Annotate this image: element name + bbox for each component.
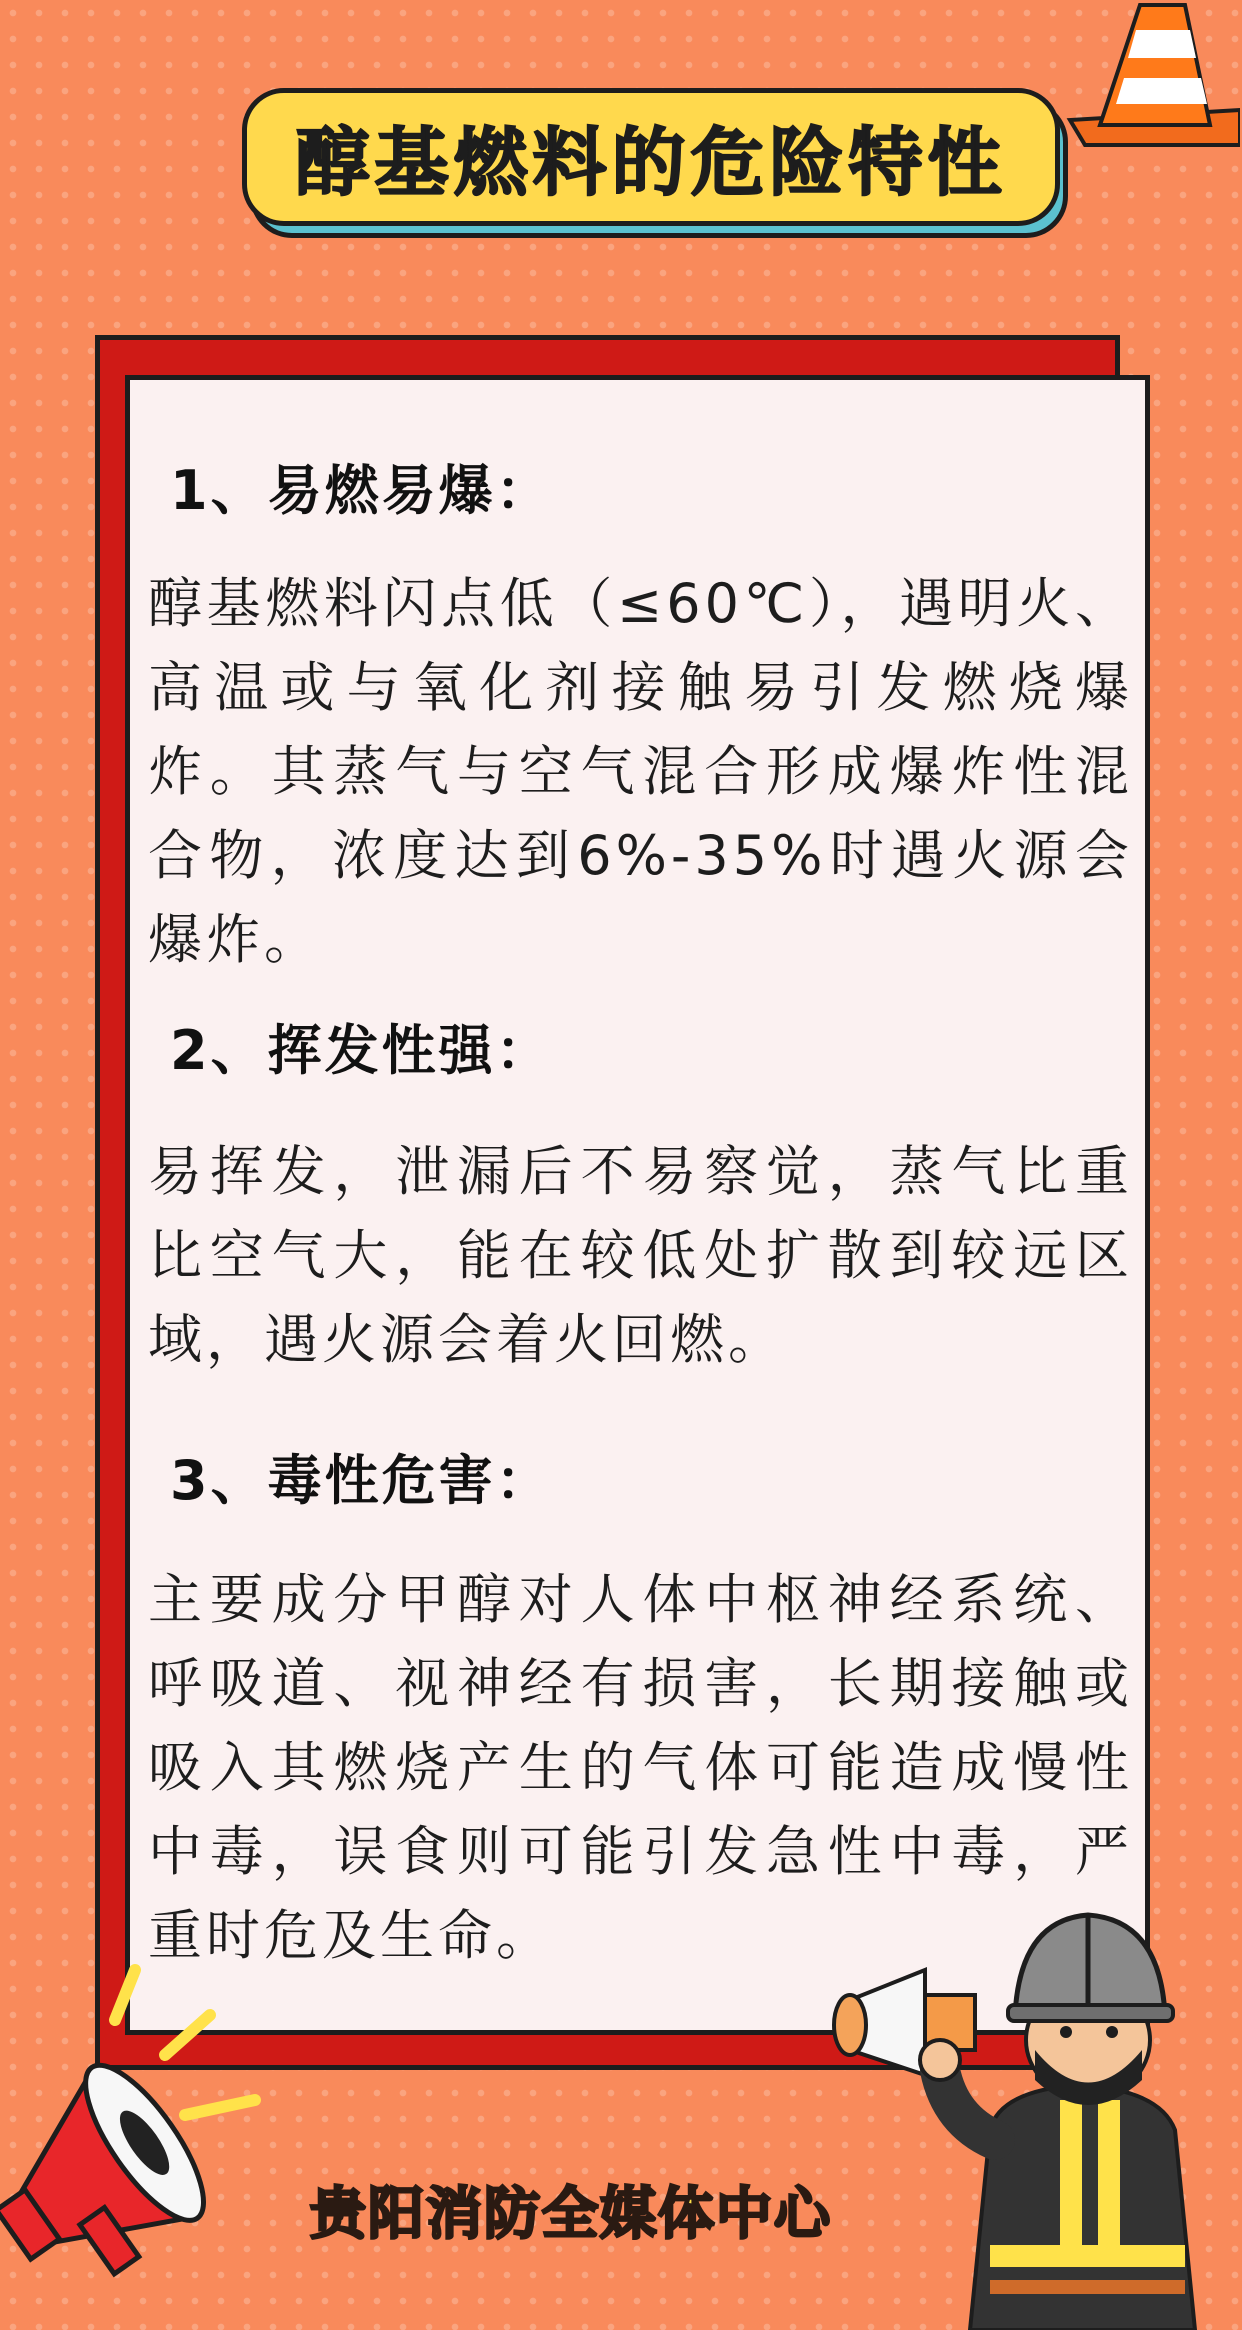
section-3-body: 主要成分甲醇对人体中枢神经系统、呼吸道、视神经有损害，长期接触或吸入其燃烧产生的气体可能造成慢性中毒，误食则可能引发急性中毒，严重时危及生命。 — [148, 1568, 1133, 1967]
content-card — [125, 375, 1150, 2035]
section-1-body: 醇基燃料闪点低（≤60℃），遇明火、高温或与氧化剂接触易引发燃烧爆炸。其蒸气与空气混合形成爆炸性混合物，浓度达到6%-35%时遇火源会爆炸。 — [148, 572, 1133, 971]
page-title: 醇基燃料的危险特性 — [295, 120, 1007, 206]
section-2-body: 易挥发，泄漏后不易察觉，蒸气比重比空气大，能在较低处扩散到较远区域，遇火源会着火回燃。 — [148, 1140, 1133, 1371]
footer-organization: 贵阳消防全媒体中心 — [310, 2182, 832, 2247]
traffic-cone-icon — [1040, 0, 1240, 165]
section-1-heading: 1、易燃易爆： — [170, 459, 553, 522]
section-3-heading: 3、毒性危害： — [170, 1449, 553, 1512]
section-2-heading: 2、挥发性强： — [170, 1019, 553, 1082]
title-banner — [242, 88, 1060, 226]
firefighter-illustration — [830, 1900, 1242, 2330]
megaphone-icon — [0, 1960, 280, 2330]
